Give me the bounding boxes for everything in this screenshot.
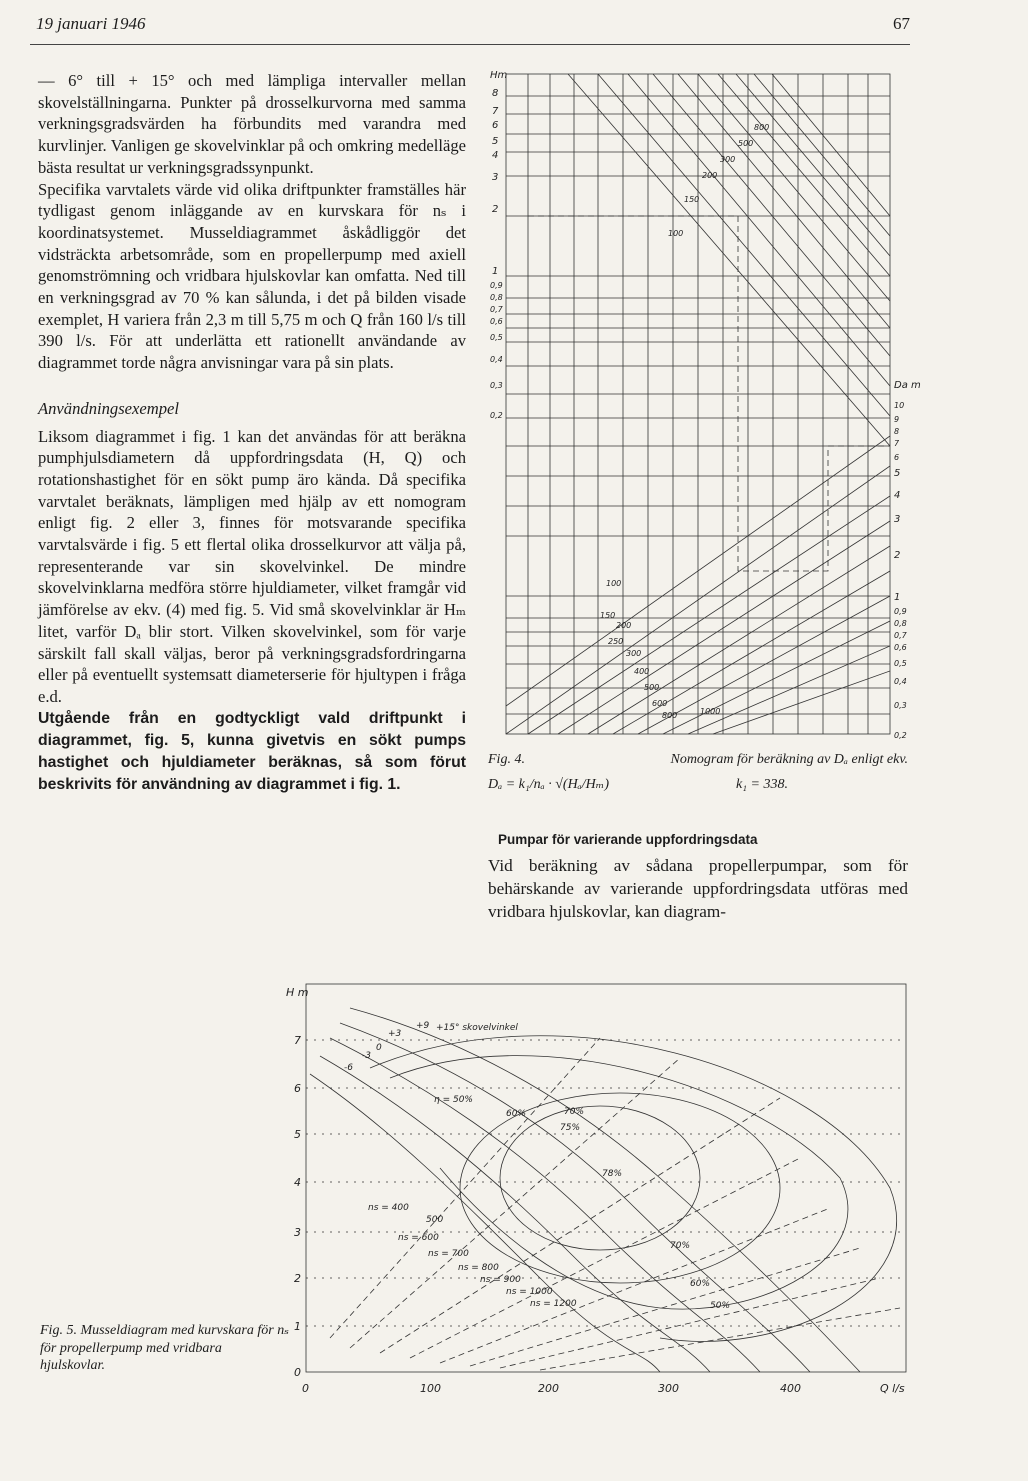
svg-text:0,5: 0,5: [490, 333, 503, 342]
fig4-caption-text: Nomogram för beräkning av Dₐ enligt ekv.: [670, 752, 908, 767]
svg-text:ns = 1200: ns = 1200: [530, 1299, 577, 1309]
svg-text:0,6: 0,6: [490, 317, 503, 326]
svg-text:150: 150: [684, 195, 700, 204]
page-number: 67: [893, 14, 910, 33]
svg-text:0,3: 0,3: [490, 381, 503, 390]
fig5-x-label: Q l/s: [880, 1382, 905, 1395]
svg-text:70%: 70%: [670, 1241, 691, 1251]
svg-text:0,4: 0,4: [490, 355, 503, 364]
svg-text:0,2: 0,2: [490, 411, 503, 420]
svg-text:800: 800: [754, 123, 770, 132]
svg-text:75%: 75%: [560, 1123, 581, 1133]
right-heading: Pumpar för varierande uppfordringsdata: [498, 832, 758, 847]
svg-text:8: 8: [894, 427, 900, 436]
example-paragraph: Liksom diagrammet i fig. 1 kan det användas för att beräkna pumphjulsdiametern då uppfordringsdata (H, Q) och rotationshastighet för en sökt pump äro kända. Då specifika varvtalet beräknats, lämpligen med hjälp av ett nomogram enligt fig. 2 eller 3, finnes för motsvarande specifika varvtalsvärde i fig. 5 ett flertal olika drosselkurvor att välja på, representerande var sin skovelvinkel. De mindre skovelvinklarna medföra större hjuldiameter, vilket framgår vid jämförelse av ekv. (4) med fig. 5. Vid små skovelvinklar är Hₘ litet, varför Dₐ blir stort. Vilken skovelvinkel, som för varje särskilt fall skall väljas, beror på verkningsgradsfordringarna eller på eventuellt systemsatt diameterserie för hjultypen i fråga e.d.: [38, 426, 466, 706]
svg-text:78%: 78%: [602, 1169, 623, 1179]
svg-text:0,2: 0,2: [894, 731, 907, 740]
svg-text:6: 6: [894, 453, 900, 462]
svg-text:+15° skovelvinkel: +15° skovelvinkel: [436, 1023, 518, 1033]
svg-text:+3: +3: [388, 1029, 402, 1039]
svg-text:0: 0: [302, 1382, 309, 1395]
svg-text:0: 0: [376, 1043, 382, 1053]
svg-text:400: 400: [634, 667, 650, 676]
svg-text:2: 2: [492, 204, 499, 215]
svg-text:ns = 400: ns = 400: [368, 1203, 409, 1213]
svg-text:1: 1: [894, 592, 901, 603]
svg-text:500: 500: [426, 1215, 444, 1225]
header-date: 19 januari 1946: [36, 14, 146, 33]
svg-text:9: 9: [894, 415, 900, 424]
fig4-formula: [488, 776, 908, 793]
svg-text:ns = 700: ns = 700: [428, 1249, 469, 1259]
svg-text:500: 500: [738, 139, 754, 148]
header-rule: [30, 44, 910, 45]
svg-text:100: 100: [606, 579, 622, 588]
svg-text:200: 200: [616, 621, 632, 630]
svg-text:70%: 70%: [564, 1107, 585, 1117]
svg-text:300: 300: [658, 1382, 679, 1395]
svg-text:6: 6: [492, 120, 499, 131]
svg-text:200: 200: [702, 171, 718, 180]
right-column-text: Vid beräkning av sådana propellerpumpar, som för behärskande av varierande uppfordringsdata utföras med vridbara hjulskovlar, kan diagram-: [488, 856, 908, 921]
svg-text:50%: 50%: [710, 1301, 731, 1311]
svg-text:3: 3: [294, 1226, 301, 1239]
svg-text:800: 800: [662, 711, 678, 720]
svg-text:4: 4: [294, 1176, 301, 1189]
svg-text:7: 7: [294, 1034, 301, 1047]
paragraph-2: Specifika varvtalets värde vid olika driftpunkter framställes här tydligast genom inläggande av en kurvskara för nₛ i koordinatsystemet. Musseldiagrammet åskådliggör det vidsträckta arbetsområde, som en propellerpump med axiell genomströmning och vridbara hjulskovlar kan omfatta. Ned till en verkningsgrad av 70 % kan sålunda, i det på bilden visade exemplet, H variera från 2,3 m till 5,75 m och Q från 160 l/s till 390 l/s. För att underlätta ett rationellt användande av diagrammet torde några anvisningar vara på sin plats.: [38, 179, 466, 373]
svg-text:7: 7: [492, 106, 499, 117]
svg-text:ns = 800: ns = 800: [458, 1263, 499, 1273]
svg-text:0,7: 0,7: [894, 631, 907, 640]
figure-5-mussel-diagram: [240, 978, 926, 1398]
svg-text:ns = 900: ns = 900: [480, 1275, 521, 1285]
svg-text:2: 2: [294, 1272, 301, 1285]
fig4-caption-prefix: Fig. 4.: [488, 752, 525, 767]
svg-text:4: 4: [492, 150, 499, 161]
svg-text:ns = 600: ns = 600: [398, 1233, 439, 1243]
svg-text:8: 8: [492, 88, 499, 99]
svg-text:2: 2: [894, 550, 901, 561]
svg-text:0,9: 0,9: [894, 607, 907, 616]
svg-text:-6: -6: [344, 1063, 353, 1073]
bold-paragraph: Utgående från en godtyckligt vald driftpunkt i diagrammet, fig. 5, kunna givetvis en sökt pumps hastighet och hjuldiameter beräknas, så som förut beskrivits för användning av diagrammet i fig. 1.: [38, 709, 466, 793]
fig4-right-axis-label: Da m: [894, 380, 921, 391]
svg-text:10: 10: [894, 401, 905, 410]
svg-text:150: 150: [600, 611, 616, 620]
svg-text:5: 5: [894, 468, 901, 479]
svg-text:60%: 60%: [690, 1279, 711, 1289]
svg-text:+9: +9: [416, 1021, 430, 1031]
paragraph-1: — 6° till + 15° och med lämpliga intervaller mellan skovelställningarna. Punkter på drosselkurvorna med samma verkningsgradsvärden ha förbundits med varandra med kurvlinjer. Vanligen ge skovelvinklar på och omkring medelläge bästa resultat ur verkningsgradssynpunkt.: [38, 71, 466, 177]
svg-text:-3: -3: [362, 1051, 371, 1061]
svg-text:1000: 1000: [700, 707, 721, 716]
svg-text:300: 300: [720, 155, 736, 164]
svg-text:0,5: 0,5: [894, 659, 907, 668]
svg-text:5: 5: [294, 1128, 301, 1141]
svg-text:6: 6: [294, 1082, 301, 1095]
svg-text:0,4: 0,4: [894, 677, 907, 686]
fig5-caption: Fig. 5. Musseldiagram med kurvskara för nₛ för propellerpump med vridbara hjulskovlar.: [40, 1323, 289, 1373]
svg-text:0,3: 0,3: [894, 701, 907, 710]
svg-text:4: 4: [894, 490, 901, 501]
svg-text:η = 50%: η = 50%: [434, 1095, 473, 1105]
svg-text:100: 100: [420, 1382, 441, 1395]
left-column: [38, 70, 466, 796]
figure-4-nomogram: [488, 66, 921, 746]
svg-text:400: 400: [780, 1382, 801, 1395]
svg-text:0,7: 0,7: [490, 305, 503, 314]
svg-text:500: 500: [644, 683, 660, 692]
svg-text:600: 600: [652, 699, 668, 708]
fig4-left-axis-label: Hm: [490, 70, 508, 81]
svg-text:0,8: 0,8: [894, 619, 907, 628]
svg-text:100: 100: [668, 229, 684, 238]
svg-text:0,6: 0,6: [894, 643, 907, 652]
svg-text:250: 250: [608, 637, 624, 646]
svg-text:60%: 60%: [506, 1109, 527, 1119]
svg-text:0,8: 0,8: [490, 293, 503, 302]
svg-text:5: 5: [492, 136, 499, 147]
svg-text:3: 3: [894, 514, 901, 525]
svg-text:3: 3: [492, 172, 499, 183]
formula-left: Dₐ = k₁/nₐ · √(Hₐ/Hₘ): [488, 777, 610, 792]
svg-text:1: 1: [492, 266, 499, 277]
svg-text:300: 300: [626, 649, 642, 658]
svg-text:200: 200: [538, 1382, 559, 1395]
svg-text:7: 7: [894, 439, 900, 448]
svg-text:1: 1: [294, 1320, 301, 1333]
fig5-y-label: H m: [286, 986, 309, 999]
svg-text:0,9: 0,9: [490, 281, 503, 290]
subheading: Användningsexempel: [38, 398, 179, 418]
svg-text:ns = 1000: ns = 1000: [506, 1287, 553, 1297]
fig4-caption: [488, 752, 908, 768]
svg-text:0: 0: [294, 1366, 301, 1379]
formula-right: k₁ = 338.: [735, 776, 788, 792]
